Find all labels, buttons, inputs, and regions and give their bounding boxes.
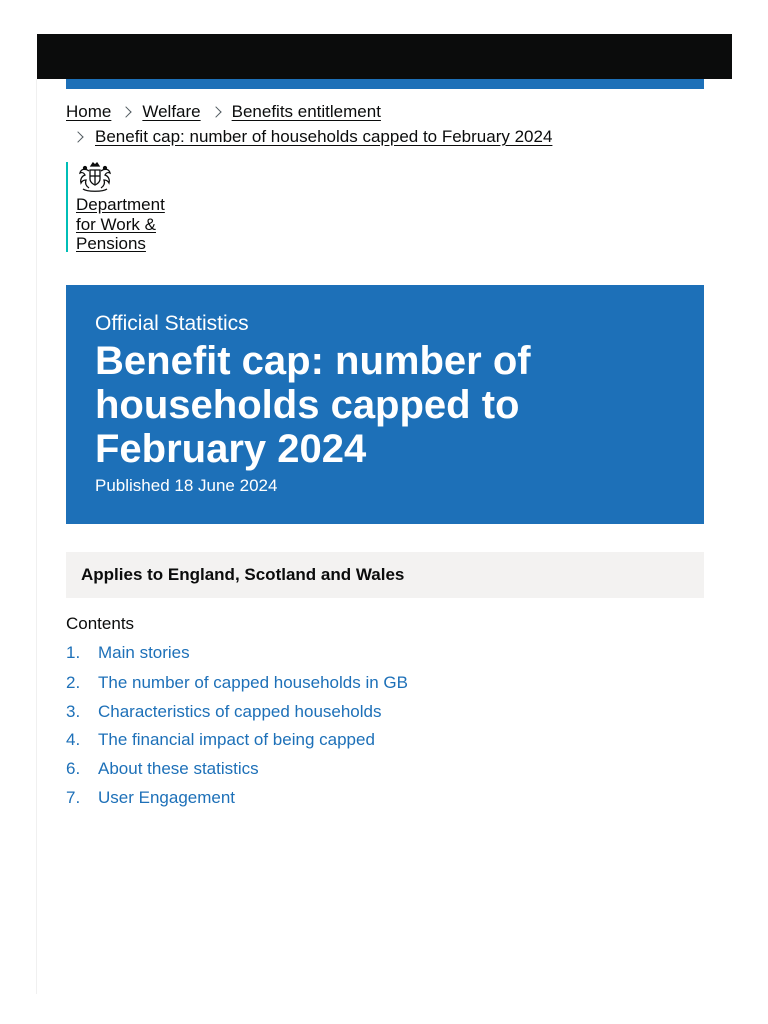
header-accent-stripe [66,79,704,89]
organisation-name [76,195,165,254]
contents-item [66,701,706,723]
contents-item [66,672,706,694]
page-title-line: February 2024 [95,427,367,471]
chevron-right-icon [72,131,83,142]
contents-item-number: 2. [66,673,81,692]
breadcrumb-welfare-link[interactable]: Welfare [142,102,201,121]
contents-item [66,787,706,809]
contents-item-link[interactable]: The financial impact of being capped [98,730,375,749]
document-type-label: Official Statistics [95,312,249,335]
breadcrumb [66,101,706,148]
site-header-bar [37,34,732,79]
organisation-name-line: Department [76,195,165,214]
breadcrumb-home-link[interactable]: Home [66,102,112,121]
page-title [95,339,675,471]
breadcrumb-benefits-entitlement-link[interactable]: Benefits entitlement [231,102,381,121]
chevron-right-icon [210,106,221,117]
organisation-name-line: for Work & [76,214,156,234]
contents-item [66,642,706,664]
published-date: Published 18 June 2024 [95,476,278,495]
contents-heading: Contents [66,614,135,633]
contents-item-link[interactable]: About these statistics [98,759,259,778]
page-title-line: households capped to [95,383,520,427]
breadcrumb-current-page-link[interactable]: Benefit cap: number of households capped to February 2024 [95,127,553,146]
page-title-banner [66,285,704,524]
contents-item-link[interactable]: Main stories [98,643,190,662]
contents-item-number: 7. [66,788,81,807]
contents-list [66,642,706,809]
contents-item-link[interactable]: The number of capped households in GB [98,673,408,692]
contents-item [66,729,706,751]
contents-item-number: 6. [66,759,81,778]
contents-item [66,758,706,780]
organisation-name-line: Pensions [76,234,146,253]
contents-item-number: 3. [66,702,81,721]
contents-list-section [66,613,706,809]
contents-item-number: 4. [66,730,81,749]
contents-item-number: 1. [66,643,81,662]
organisation-logo-link[interactable] [66,162,165,252]
chevron-right-icon [121,106,132,117]
applies-to-notice: Applies to England, Scotland and Wales [66,552,704,598]
page-title-line: Benefit cap: number of [95,339,531,383]
contents-item-link[interactable]: User Engagement [98,788,236,807]
contents-item-link[interactable]: Characteristics of capped households [98,702,382,721]
page-border [36,79,37,994]
royal-coat-of-arms-icon [76,162,114,194]
